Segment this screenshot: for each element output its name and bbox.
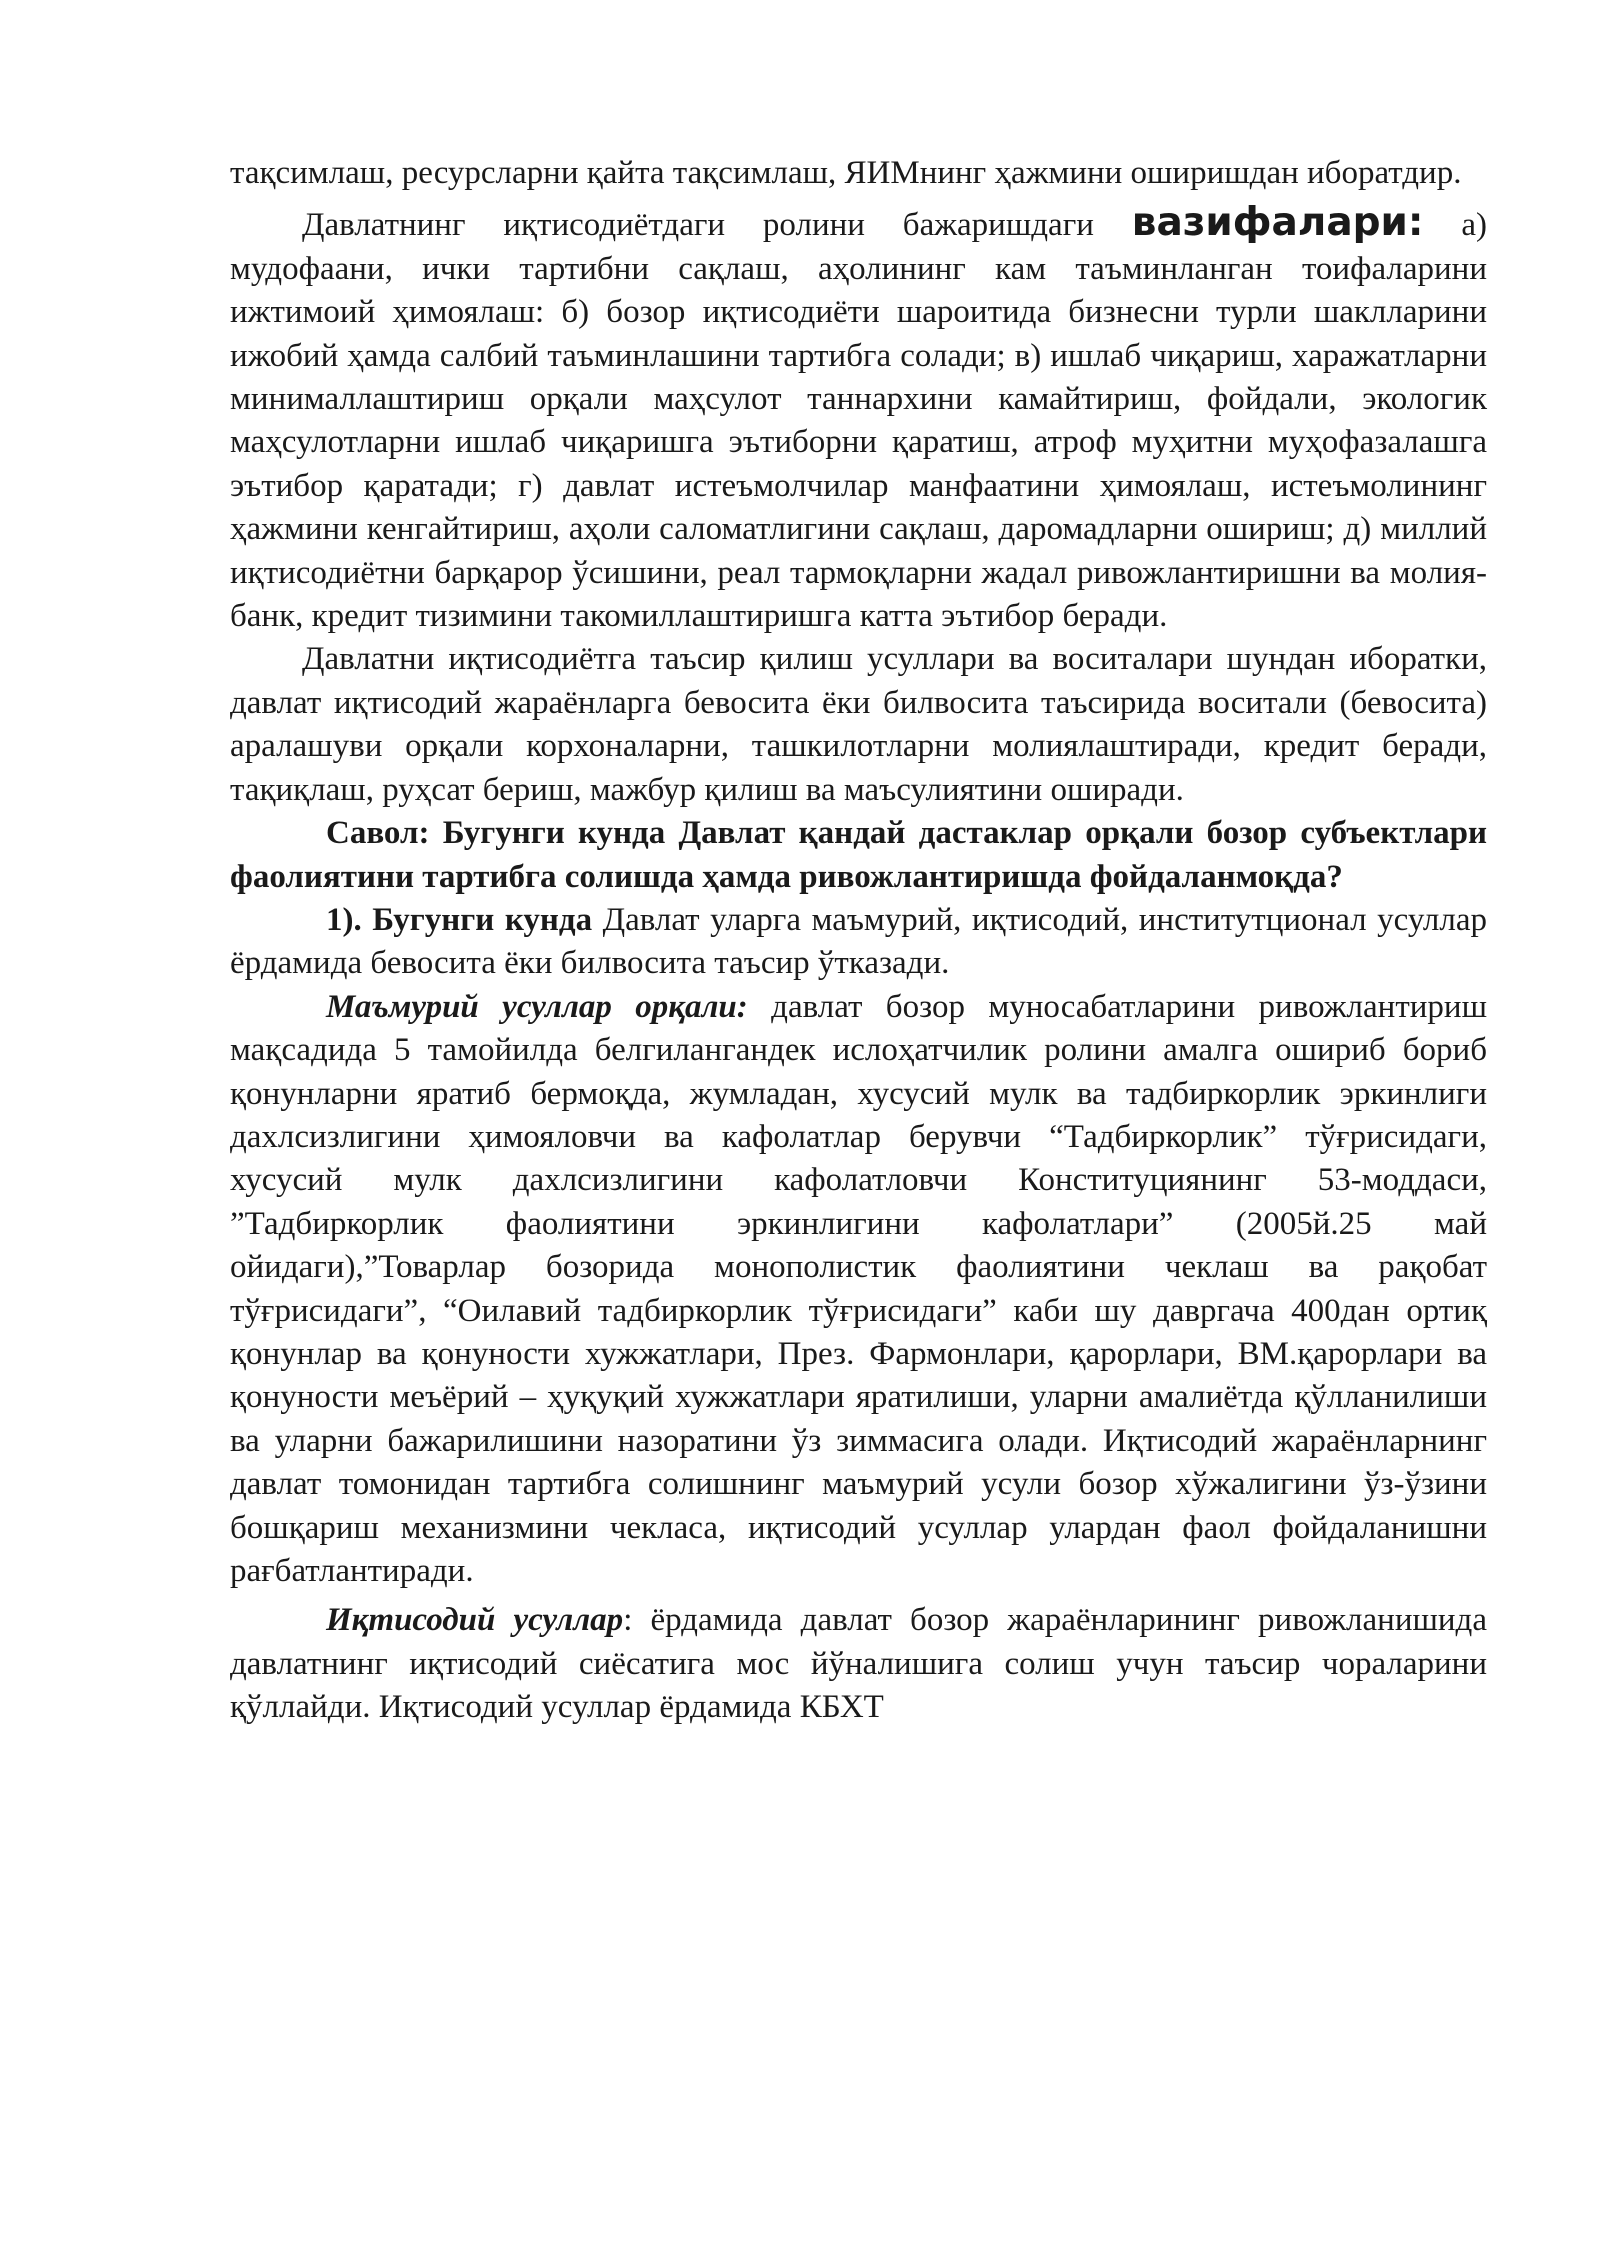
- paragraph-5: [230, 1599, 1487, 1729]
- paragraph-1: [230, 201, 1487, 638]
- paragraph-3-body: Давлат уларга маъмурий, иқтисодий, институтционал усуллар ёрдамида бевосита ёки билвосита таъсир ўтказади.: [230, 901, 1487, 982]
- question-heading: Савол: Бугунги кунда Давлат қандай дастаклар орқали бозор субъектлари фаолиятини тартибга солишда ҳамда ривожлантиришда фойдаланмоқда?: [230, 815, 1487, 895]
- paragraph-1-lead: Давлатнинг иқтисодиётдаги ролини бажаришдаги: [302, 207, 1132, 244]
- paragraph-5-body: : ёрдамида давлат бозор жараёнларининг ривожланишида давлатнинг иқтисодий сиёсатига мос йўналишига солиш учун таъсир чораларини қўллайди. Иқтисодий усуллар ёрдамида КБХТ: [230, 1602, 1487, 1726]
- paragraph-4-body: давлат бозор муносабатларини ривожлантириш мақсадида 5 тамойилда белгилангандек ислоҳатчилик ролини амалга ошириб бориб қонунларни яратиб бермоқда, жумладан, хусусий мулк ва тадбиркорлик эркинлиги дахлсизлигини ҳимояловчи ва кафолатлар берувчи “Тадбиркорлик” тўғрисидаги, хусусий мулк дахлсизлигини кафолатловчи Конституциянинг 53-моддаси, ”Тадбиркорлик фаолиятини эркинлигини кафолатлари” (2005й.25 май ойидаги),”Товарлар бозорида монополистик фаолиятини чеклаш ва рақобат тўғрисидаги”, “Оилавий тадбиркорлик тўғрисидаги” каби шу давргача 400дан ортиқ қонунлар ва қонуности хужжатлари, През. Фармонлари, қарорлари, ВМ.қарорлари ва қонуности меъёрий – ҳуқуқий хужжатлари яратилиши, уларни амалиётда қўлланилиши ва уларни бажарилишини назоратини ўз зиммасига олади. Иқтисодий жараёнларнинг давлат томонидан тартибга солишнинг маъмурий усули бозор хўжалигини ўз-ўзини бошқариш механизмини чекласа, иқтисодий усуллар улардан фаол фойдаланишни рағбатлантиради.: [230, 988, 1487, 1589]
- document-page: [230, 152, 1487, 1730]
- paragraph-1-body: а) мудофаани, ички тартибни сақлаш, аҳолининг кам таъминланган тоифаларини ижтимоий ҳимоялаш: б) бозор иқтисодиёти шароитида бизнесни турли шаклларини ижобий ҳамда салбий таъминлашини тартибга солади; в) ишлаб чиқариш, харажатларни минималлаштириш орқали маҳсулот таннархини камайтириш, фойдали, экологик маҳсулотларни ишлаб чиқаришга эътиборни қаратиш, атроф муҳитни муҳофазалашга эътибор қаратади; г) давлат истеъмолчилар манфаатини ҳимоялаш, истеъмолининг ҳажмини кенгайтириш, аҳоли саломатлигини сақлаш, даромадларни ошириш; д) миллий иқтисодиётни барқарор ўсишини, реал тармоқларни жадал ривожлантиришни ва молия-банк, кредит тизимини такомиллаштиришга катта эътибор беради.: [230, 207, 1488, 635]
- paragraph-4: [230, 986, 1487, 1594]
- paragraph-3-lead: 1). Бугунги кунда: [326, 901, 593, 938]
- paragraph-3: [230, 899, 1487, 986]
- paragraph-0: тақсимлаш, ресурсларни қайта тақсимлаш, ЯИМнинг ҳажмини оширишдан иборатдир.: [230, 155, 1462, 191]
- economic-methods-term: Иқтисодий усуллар: [326, 1602, 624, 1639]
- paragraph-2: Давлатни иқтисодиётга таъсир қилиш усуллари ва воситалари шундан иборатки, давлат иқтисодий жараёнларга бевосита ёки билвосита таъсирида воситали (бевосита) аралашуви орқали корхоналарни, ташкилотларни молиялаштиради, кредит беради, тақиқлаш, руҳсат бериш, мажбур қилиш ва маъсулиятини оширади.: [230, 641, 1487, 808]
- functions-keyword: вазифалари:: [1131, 200, 1424, 246]
- administrative-methods-term: Маъмурий усуллар орқали:: [326, 988, 748, 1025]
